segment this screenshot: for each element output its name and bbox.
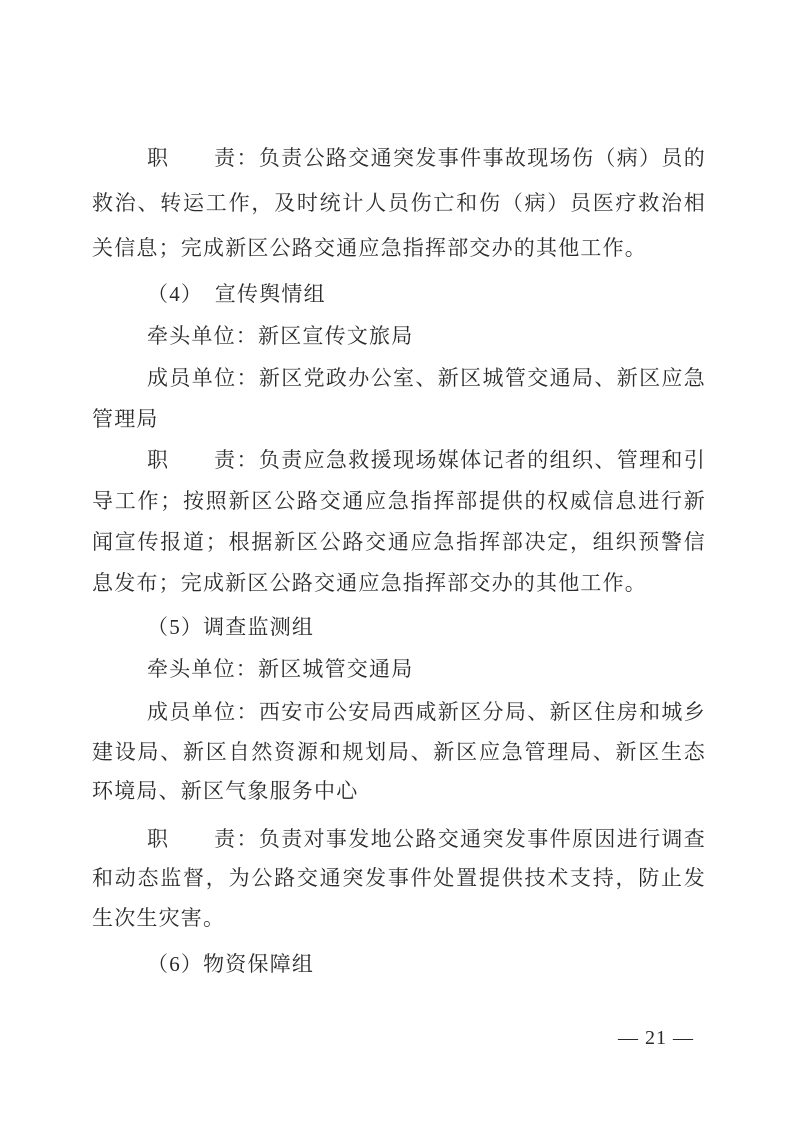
text-line: 牵头单位：新区宣传文旅局 <box>147 324 414 348</box>
text-line: （6）物资保障组 <box>147 952 315 976</box>
text-line: 成员单位：新区党政办公室、新区城管交通局、新区应急 <box>147 366 705 390</box>
text-line: 息发布；完成新区公路交通应急指挥部交办的其他工作。 <box>92 571 647 595</box>
text-line: 闻宣传报道；根据新区公路交通应急指挥部决定，组织预警信 <box>92 530 705 554</box>
text-line: 管理局 <box>92 407 159 431</box>
text-line: 成员单位：西安市公安局西咸新区分局、新区住房和城乡 <box>147 700 705 724</box>
text-line: 生次生灾害。 <box>92 905 226 930</box>
text-line: 建设局、新区自然资源和规划局、新区应急管理局、新区生态 <box>92 739 705 764</box>
paragraph-lead-unit-4 <box>92 315 705 357</box>
paragraph-member-units-4 <box>92 358 705 440</box>
paragraph-duty-publicity <box>92 440 705 604</box>
text-line: （4） 宣传舆情组 <box>147 282 326 306</box>
paragraph-duty-investigation <box>92 820 705 939</box>
text-line: 环境局、新区气象服务中心 <box>92 779 359 803</box>
document-body <box>92 136 705 985</box>
text-line: 牵头单位：新区城管交通局 <box>147 657 414 681</box>
text-line: 职 责：负责对事发地公路交通突发事件原因进行调查 <box>147 826 705 851</box>
text-line: 和动态监督，为公路交通突发事件处置提供技术支持，防止发 <box>92 866 705 890</box>
paragraph-lead-unit-5 <box>92 648 705 690</box>
text-line: 救治、转运工作，及时统计人员伤亡和伤（病）员医疗救治相 <box>92 191 705 215</box>
text-line: 职 责：负责公路交通突发事件事故现场伤（病）员的 <box>147 146 705 170</box>
text-line: 导工作；按照新区公路交通应急指挥部提供的权威信息进行新 <box>92 489 705 513</box>
paragraph-heading-group-4 <box>92 273 705 315</box>
paragraph-heading-group-5 <box>92 606 705 648</box>
paragraph-heading-group-6 <box>92 943 705 985</box>
paragraph-duty-medical-rescue <box>92 136 705 271</box>
text-line: 职 责：负责应急救援现场媒体记者的组织、管理和引 <box>147 448 705 472</box>
page-number: — 21 — <box>618 1027 694 1049</box>
text-line: 关信息；完成新区公路交通应急指挥部交办的其他工作。 <box>92 236 647 260</box>
paragraph-member-units-5 <box>92 693 705 812</box>
text-line: （5）调查监测组 <box>147 615 315 639</box>
